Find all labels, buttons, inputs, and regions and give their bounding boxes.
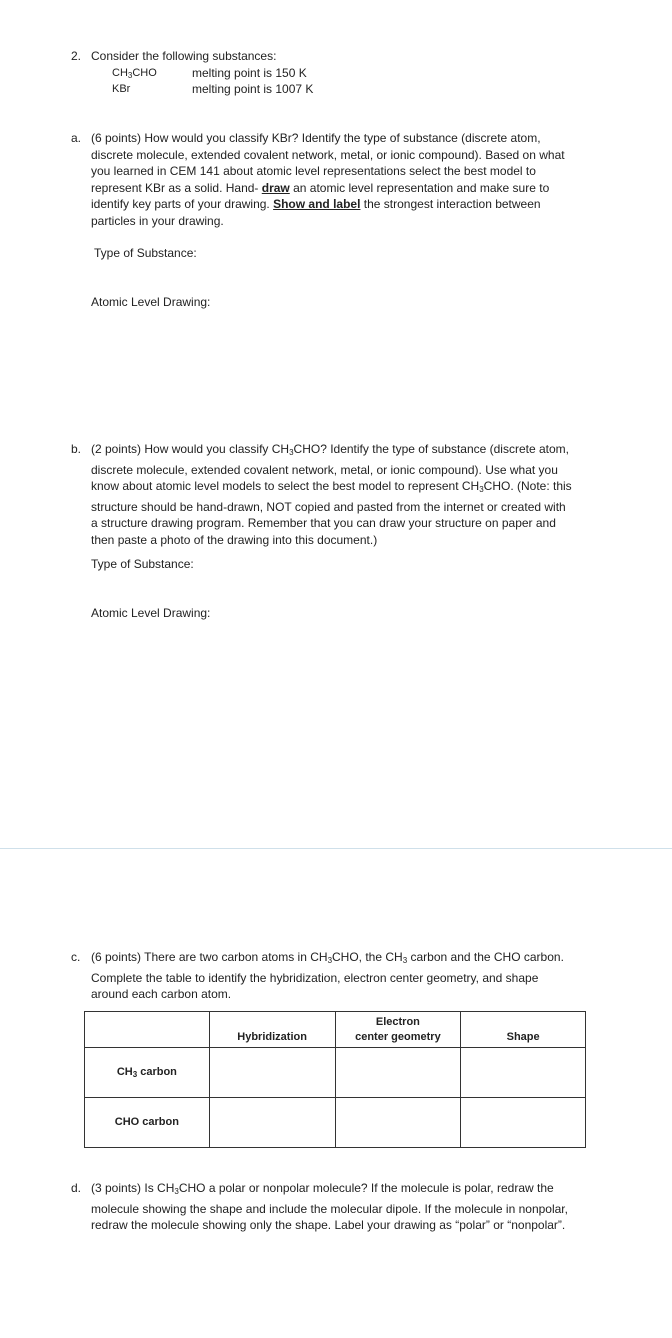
part-c-text: (6 points) There are two carbon atoms in $CH_3CHO$, the $CH_3$ carbon and the CHO carbon. Complete the table to identify the hybridization, electron center geometry, and shape around each carbon atom. [91, 950, 564, 1001]
question-number: 2. [71, 49, 82, 63]
answer-cell[interactable] [335, 1048, 461, 1098]
answer-cell[interactable] [461, 1048, 586, 1098]
table-header-empty [85, 1012, 210, 1048]
table-row [85, 1048, 586, 1098]
part-letter: b. [71, 442, 82, 456]
question-intro: Consider the following substances: [91, 49, 277, 63]
page-break-divider [0, 848, 672, 849]
answer-cell[interactable] [335, 1098, 461, 1148]
substance-name: $CH_3CHO$ [112, 67, 157, 80]
part-b-text: (2 points) How would you classify $CH_3CHO$? Identify the type of substance (discrete atom, discrete molecule, extended covalent network, metal, or ionic compound). Use what you know about atomic level models to select the best model to represent $CH_3CHO$. (Note: this structure should be hand-drawn, NOT copied and pasted from the internet or created with a structure drawing program. Remember that you can draw your structure on paper and then paste a photo of the drawing into this document.) [91, 442, 572, 547]
substance-name: KBr [112, 83, 131, 95]
table-header-shape: Shape [461, 1012, 586, 1048]
type-of-substance-label: Type of Substance: [94, 246, 197, 260]
part-letter: a. [71, 131, 82, 145]
atomic-level-drawing-label: Atomic Level Drawing: [91, 606, 211, 620]
answer-cell[interactable] [209, 1098, 335, 1148]
answer-cell[interactable] [209, 1048, 335, 1098]
show-label-emphasis: Show and label [273, 197, 361, 211]
answer-cell[interactable] [461, 1098, 586, 1148]
draw-emphasis: draw [261, 180, 290, 195]
atomic-level-drawing-label: Atomic Level Drawing: [91, 295, 211, 309]
part-d-text: (3 points) Is $CH_3CHO$ a polar or nonpolar molecule? If the molecule is polar, redraw the molecule showing the shape and include the molecular dipole. If the molecule in nonpolar, redraw the molecule showing only the shape. Label your drawing as “polar” or “nonpolar”. [91, 1181, 568, 1232]
part-letter: c. [71, 950, 81, 964]
type-of-substance-label: Type of Substance: [91, 557, 194, 571]
part-a-text: (6 points) How would you classify KBr? Identify the type of substance (discrete atom, discrete molecule, extended covalent network, metal, or ionic compound). Based on what you learned in CEM 141 about atomic level representations select the best model to represent KBr as a solid. Hand- draw an atomic level representation and make sure to identify key parts of your drawing. Show and label the strongest interaction between particles in your drawing. [91, 131, 565, 228]
part-letter: d. [71, 1181, 82, 1195]
table-header-electron-geometry: Electron center geometry [335, 1012, 461, 1048]
row-label: $CH_3$ carbon [85, 1048, 210, 1098]
melting-point: melting point is 1007 K [192, 82, 314, 96]
table-row [85, 1098, 586, 1148]
table-header-hybridization: Hybridization [209, 1012, 335, 1048]
melting-point: melting point is 150 K [192, 66, 307, 80]
row-label: CHO carbon [85, 1098, 210, 1148]
hybridization-table [84, 1011, 586, 1148]
